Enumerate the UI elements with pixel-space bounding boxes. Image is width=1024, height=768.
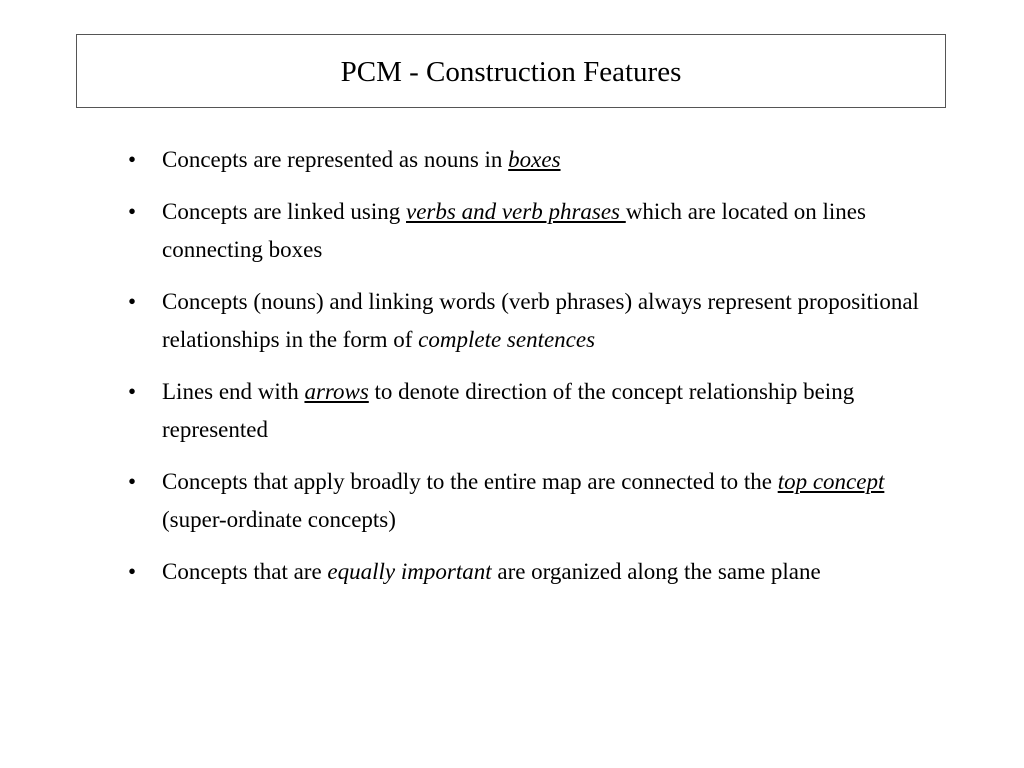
bullet-marker: • <box>128 469 137 494</box>
bullet-item <box>128 141 928 179</box>
slide-title: PCM - Construction Features <box>340 55 682 88</box>
bullet-item <box>128 553 928 591</box>
text-run: Lines end with <box>162 379 305 404</box>
bullet-marker: • <box>128 147 137 172</box>
bullet-item <box>128 283 928 359</box>
emphasis-run: equally important <box>327 559 492 584</box>
bullet-item <box>128 373 928 449</box>
text-run: are organized along the same plane <box>491 559 821 584</box>
title-box <box>76 34 946 108</box>
emphasis-run: top concept <box>777 469 885 494</box>
text-run: Concepts that are <box>162 559 328 584</box>
bullet-marker: • <box>128 289 137 314</box>
bullet-text <box>162 469 884 532</box>
bullet-text <box>162 559 821 584</box>
bullet-text <box>162 147 561 172</box>
bullet-marker: • <box>128 559 137 584</box>
bullet-text <box>162 289 919 352</box>
text-run: Concepts that apply broadly to the entire map are connected to the <box>162 469 778 494</box>
emphasis-run: complete sentences <box>418 327 596 352</box>
bullet-marker: • <box>128 379 137 404</box>
text-run: Concepts (nouns) and linking words (verb phrases) always represent propositional relationships in the form of <box>162 289 919 352</box>
bullet-list <box>128 141 928 605</box>
text-run: which are located on lines connecting boxes <box>162 199 866 262</box>
bullet-item <box>128 463 928 539</box>
text-run: (super-ordinate concepts) <box>162 507 396 532</box>
text-run: Concepts are linked using <box>162 199 407 224</box>
text-run: to denote direction of the concept relationship being represented <box>162 379 855 442</box>
bullet-item <box>128 193 928 269</box>
emphasis-run: arrows <box>304 379 369 404</box>
bullet-text <box>162 379 854 442</box>
emphasis-run: boxes <box>508 147 561 172</box>
text-run: Concepts are represented as nouns in <box>162 147 509 172</box>
emphasis-run: verbs and verb phrases <box>406 199 626 224</box>
bullet-text <box>162 199 866 262</box>
bullet-marker: • <box>128 199 137 224</box>
